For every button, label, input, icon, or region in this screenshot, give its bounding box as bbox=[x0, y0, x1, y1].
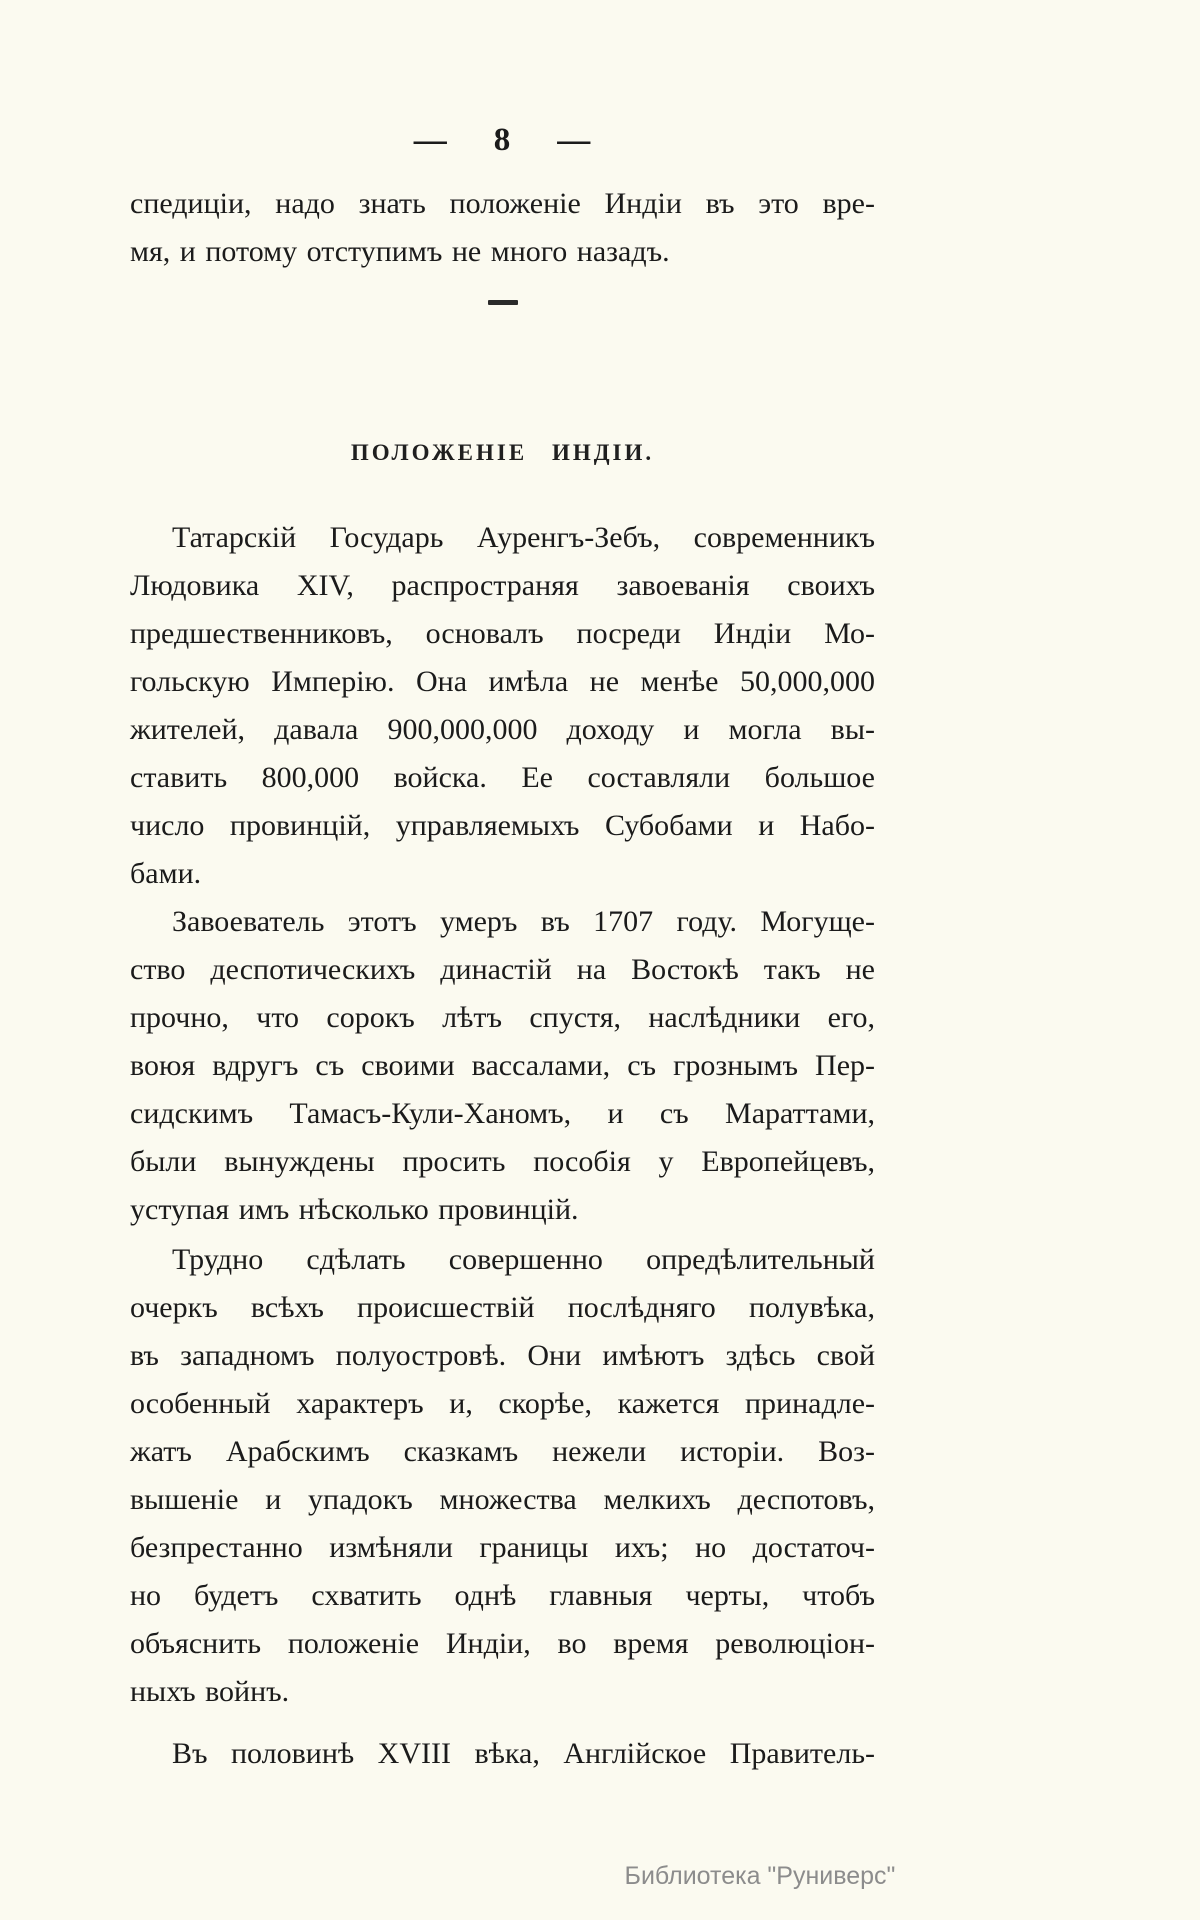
text-line: бами. bbox=[130, 857, 202, 890]
text-line: предшественниковъ, основалъ посреди Индіи Мо- bbox=[130, 617, 875, 650]
page-number-dash-left: — bbox=[413, 120, 448, 160]
section-divider bbox=[130, 300, 875, 305]
text-line: мя, и потому отступимъ не много назадъ. bbox=[130, 235, 670, 268]
text-line: вышеніе и упадокъ множества мелкихъ деспотовъ, bbox=[130, 1483, 875, 1516]
text-line: Татарскій Государь Ауренгъ-Зебъ, современникъ bbox=[172, 521, 875, 554]
text-line: спедиціи, надо знать положеніе Индіи въ это вре- bbox=[130, 187, 875, 220]
paragraph-3 bbox=[130, 1236, 875, 1716]
page-number-dash-right: — bbox=[557, 120, 592, 160]
text-line: ставить 800,000 войска. Ее составляли большое bbox=[130, 761, 875, 794]
text-line: Трудно сдѣлать совершенно опредѣлительный bbox=[172, 1243, 875, 1276]
page-number-header bbox=[130, 122, 875, 159]
paragraph-1 bbox=[130, 514, 875, 898]
text-line: ныхъ войнъ. bbox=[130, 1675, 290, 1708]
text-line: Въ половинѣ XVIII вѣка, Англійское Правитель- bbox=[172, 1737, 875, 1770]
text-line: число провинцій, управляемыхъ Субобами и Набо- bbox=[130, 809, 875, 842]
text-line: въ западномъ полуостровѣ. Они имѣютъ здѣсь свой bbox=[130, 1339, 875, 1372]
text-line: но будетъ схватить однѣ главныя черты, чтобъ bbox=[130, 1579, 875, 1612]
text-line: объяснить положеніе Индіи, во время революціон- bbox=[130, 1627, 875, 1660]
intro-paragraph bbox=[130, 180, 875, 276]
section-title: ПОЛОЖЕНІЕ ИНДІИ. bbox=[350, 440, 655, 465]
text-line: безпрестанно измѣняли границы ихъ; но достаточ- bbox=[130, 1531, 875, 1564]
text-line: гольскую Имперію. Она имѣла не менѣе 50,000,000 bbox=[130, 665, 875, 698]
text-line: прочно, что сорокъ лѣтъ спустя, наслѣдники его, bbox=[130, 1001, 875, 1034]
text-line: ство деспотическихъ династій на Востокѣ такъ не bbox=[130, 953, 875, 986]
text-line: воюя вдругъ съ своими вассалами, съ грознымъ Пер- bbox=[130, 1049, 875, 1082]
text-line: Людовика XIV, распространяя завоеванія своихъ bbox=[130, 569, 875, 602]
text-line: очеркъ всѣхъ происшествій послѣдняго полувѣка, bbox=[130, 1291, 875, 1324]
text-line: уступая имъ нѣсколько провинцій. bbox=[130, 1193, 579, 1226]
library-watermark: Библиотека "Руниверс" bbox=[624, 1862, 896, 1890]
page-number: 8 bbox=[493, 122, 512, 158]
text-line: Завоеватель этотъ умеръ въ 1707 году. Могуще- bbox=[172, 905, 875, 938]
paragraph-2 bbox=[130, 898, 875, 1234]
text-line: сидскимъ Тамасъ-Кули-Ханомъ, и съ Мараттами, bbox=[130, 1097, 875, 1130]
divider-bar bbox=[488, 300, 518, 305]
text-line: были вынуждены просить пособія у Европейцевъ, bbox=[130, 1145, 875, 1178]
text-line: жатъ Арабскимъ сказкамъ нежели исторіи. Воз- bbox=[130, 1435, 875, 1468]
text-line: особенный характеръ и, скорѣе, кажется принадле- bbox=[130, 1387, 875, 1420]
text-line: жителей, давала 900,000,000 доходу и могла вы- bbox=[130, 713, 875, 746]
paragraph-4 bbox=[130, 1730, 875, 1778]
